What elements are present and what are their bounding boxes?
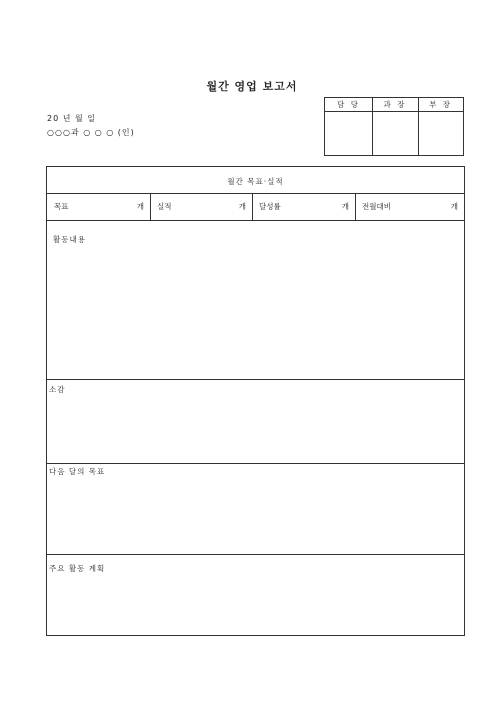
actual-field[interactable] xyxy=(150,194,252,220)
department-line: ○○○과 ○ ○ ○ (인) xyxy=(47,128,135,137)
achievement-rate-label: 달성률 xyxy=(259,202,281,211)
actual-label: 실적 xyxy=(157,202,172,211)
vs-last-month-label: 전월대비 xyxy=(362,202,391,211)
date-line: 20 년 월 일 xyxy=(47,114,96,123)
next-goal-section[interactable] xyxy=(47,464,464,554)
report-form xyxy=(46,166,465,636)
approval-header-dept-head: 부 장 xyxy=(418,98,463,112)
vs-last-month-field[interactable] xyxy=(355,194,464,220)
summary-heading: 월간 목표·실적 xyxy=(227,177,284,186)
approval-box xyxy=(324,97,464,156)
remarks-section[interactable] xyxy=(47,380,464,463)
vs-last-month-unit: 개 xyxy=(450,202,458,211)
activities-label: 활동내용 xyxy=(53,235,86,244)
approval-sign-staff[interactable] xyxy=(325,112,372,155)
approval-sign-section-chief[interactable] xyxy=(372,112,418,155)
main-plan-section[interactable] xyxy=(47,555,464,635)
remarks-label: 소감 xyxy=(49,385,66,394)
achievement-rate-unit: 개 xyxy=(341,202,349,211)
report-title: 월간 영업 보고서 xyxy=(206,80,298,93)
main-plan-label: 주요 활동 계획 xyxy=(49,564,106,573)
approval-header-staff: 담 당 xyxy=(325,98,372,112)
approval-sign-dept-head[interactable] xyxy=(418,112,463,155)
target-label: 목표 xyxy=(54,202,69,211)
target-unit: 개 xyxy=(136,202,144,211)
next-goal-label: 다음 달의 목표 xyxy=(49,467,106,476)
actual-unit: 개 xyxy=(238,202,246,211)
target-field[interactable] xyxy=(47,194,150,220)
activities-section[interactable] xyxy=(47,221,464,379)
approval-header-section-chief: 과 장 xyxy=(372,98,418,112)
achievement-rate-field[interactable] xyxy=(252,194,355,220)
